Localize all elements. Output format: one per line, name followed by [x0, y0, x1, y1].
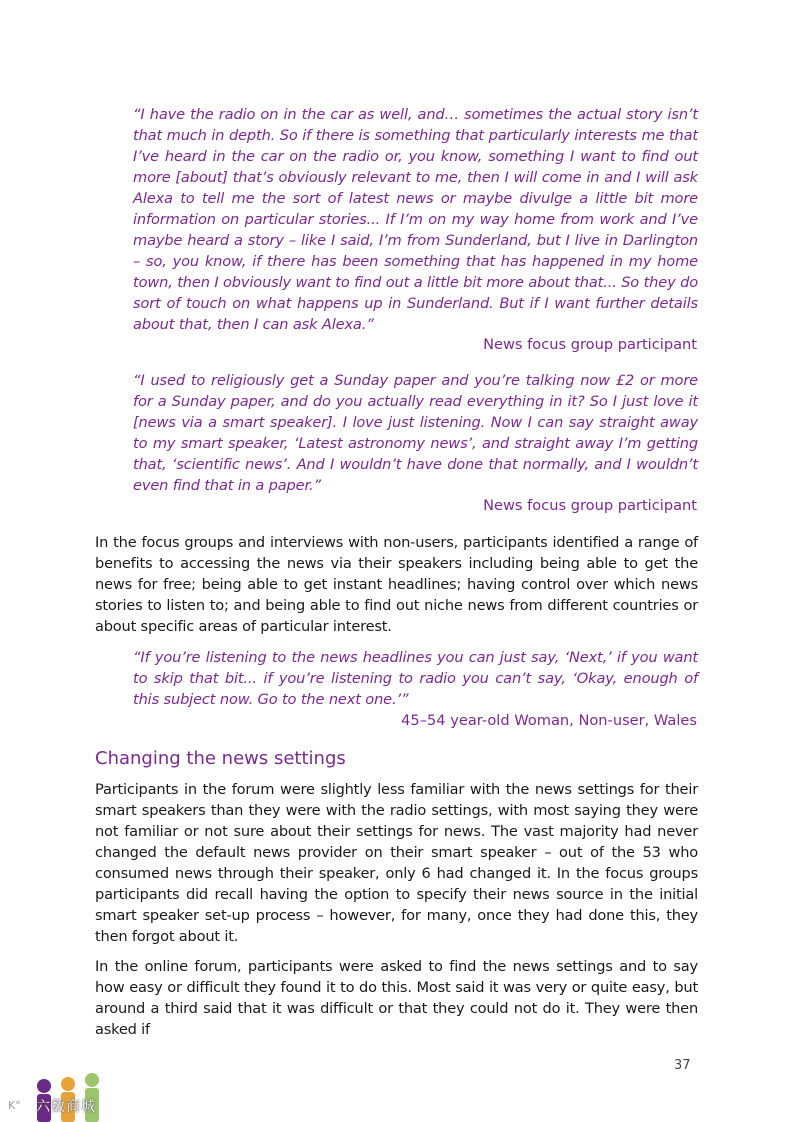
page-number: 37: [674, 1058, 691, 1073]
quote-attribution: News focus group participant: [483, 336, 697, 353]
watermark-text: 六数商城: [36, 1099, 96, 1115]
paragraph-forum-settings: Participants in the forum were slightly less familiar with the news settings for their smart speakers than they were with the radio settings, with most saying they were not familiar or not sure about their settings for news. The vast majority had never changed the default news provider on their smart speaker – out of the 53 who consumed news through their speaker, only 6 had changed it. In the focus groups participants did recall having the option to specify their news source in the initial smart speaker set-up process – however, for many, once they had done this, they then forgot about it.: [95, 781, 698, 945]
quote-news-headlines: “If you’re listening to the news headlines you can just say, ‘Next,’ if you want to skip that bit... if you’re listening to radio you can’t say, ‘Okay, enough of this subject now. Go to the next one.’”: [133, 649, 698, 708]
section-heading: Changing the news settings: [95, 748, 346, 769]
watermark-prefix: K°: [8, 1099, 21, 1112]
quote-attribution: News focus group participant: [483, 497, 697, 514]
paragraph-online-forum: In the online forum, participants were asked to find the news settings and to say how easy or difficult they found it to do this. Most said it was very or quite easy, but around a third said that it was difficult or that they could not do it. They were then asked if: [95, 958, 698, 1038]
paragraph-benefits: In the focus groups and interviews with non-users, participants identified a range of benefits to accessing the news via their speakers including being able to get the news for free; being able to get instant headlines; having control over which news stories to listen to; and being able to find out niche news from different countries or about specific areas of particular interest.: [95, 534, 698, 635]
quote-attribution: 45–54 year-old Woman, Non-user, Wales: [401, 712, 697, 729]
quote-radio-in-car: “I have the radio on in the car as well, and… sometimes the actual story isn’t that much in depth. So if there is something that particularly interests me that I’ve heard in the car on the radio or, you know, something I want to find out more [about] that’s obviously relevant to me, then I will come in and I will ask Alexa to tell me the sort of latest news or maybe divulge a little bit more information on particular stories... If I’m on my way home from work and I’ve maybe heard a story – like I said, I’m from Sunderland, but I live in Darlington – so, you know, if there has been something that has happened in my home town, then I obviously want to find out a little bit more about that... So they do sort of touch on what happens up in Sunderland. But if I want further details about that, then I can ask Alexa.”: [133, 106, 698, 333]
quote-sunday-paper: “I used to religiously get a Sunday paper and you’re talking now £2 or more for a Sunday paper, and do you actually read everything in it? So I just love it [news via a smart speaker]. I love just listening. Now I can say straight away to my smart speaker, ‘Latest astronomy news’, and straight away I’m getting that, ‘scientific news’. And I wouldn’t have done that normally, and I wouldn’t even find that in a paper.”: [133, 372, 698, 494]
